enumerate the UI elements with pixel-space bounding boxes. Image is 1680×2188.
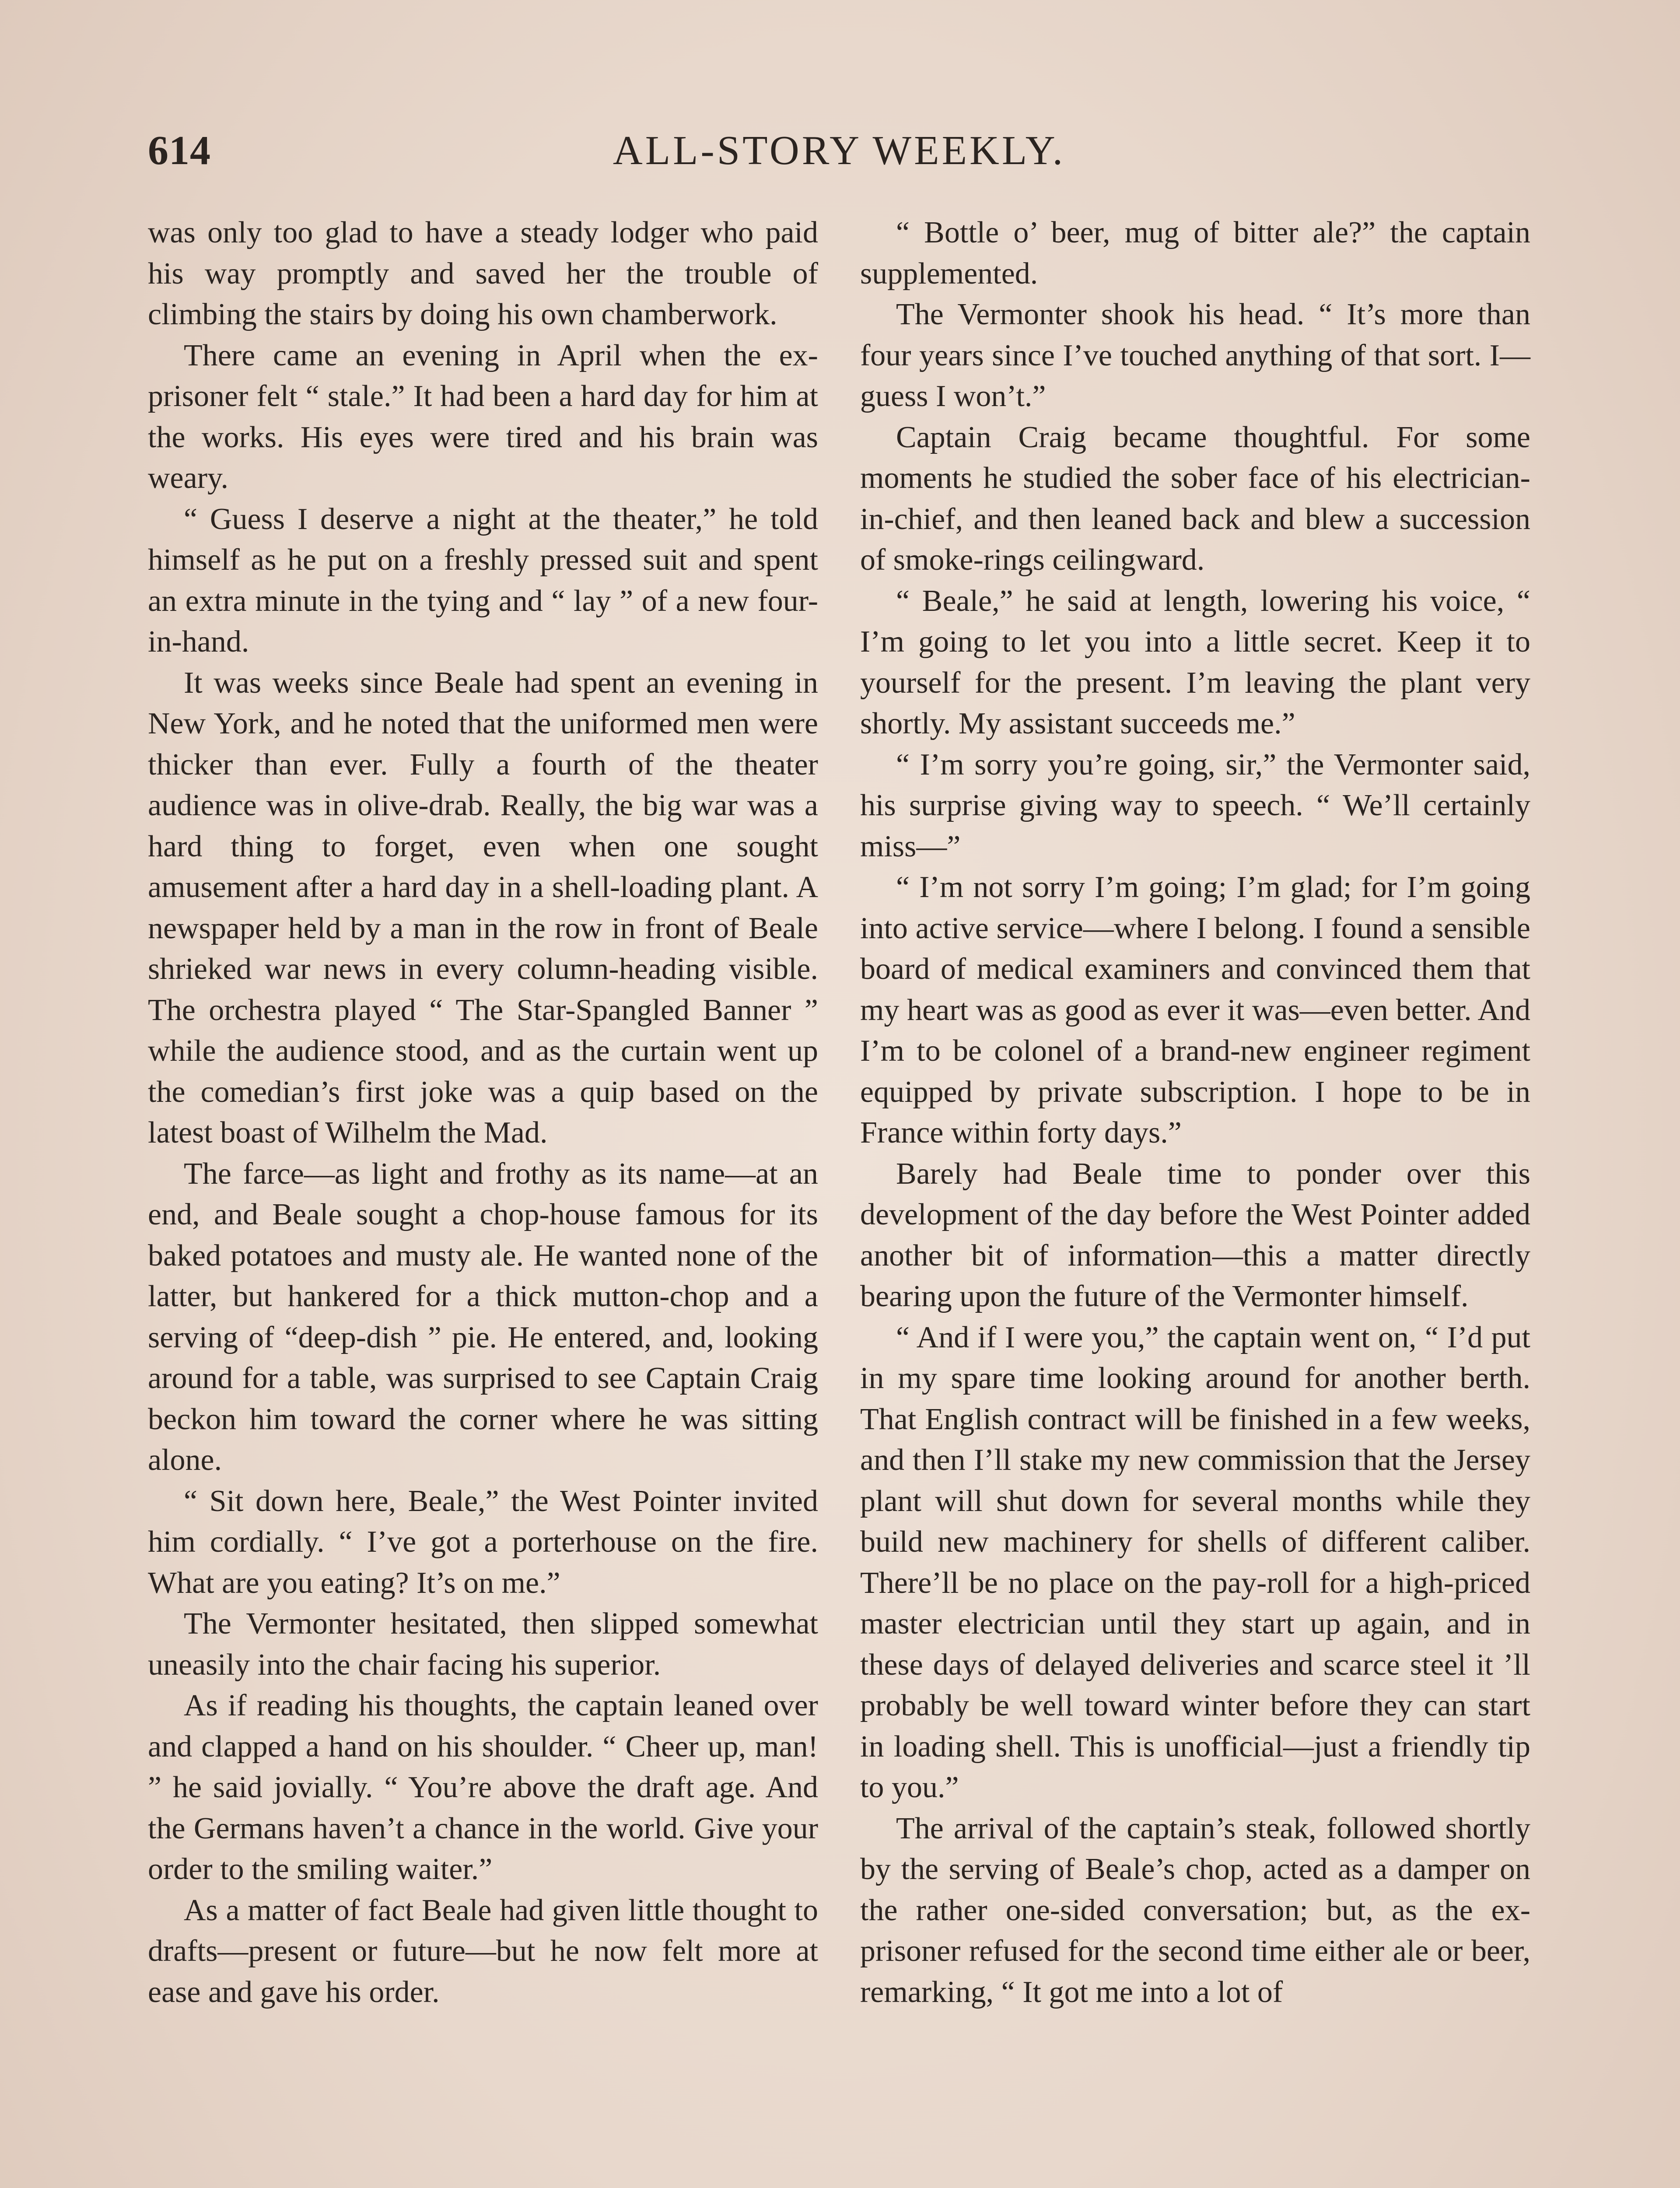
paragraph: Captain Craig became thoughtful. For some moments he studied the sober face of his electrician-in-chief, and then leaned back and blew a succession of smoke-rings ceilingward. <box>860 420 1530 577</box>
paragraph: “ Beale,” he said at length, lowering his voice, “ I’m going to let you into a little secret. Keep it to yourself for the present. I’m leaving the plant very shortly. My assistant succeeds me.” <box>860 584 1530 740</box>
paragraph: was only too glad to have a steady lodger who paid his way promptly and saved her the trouble of climbing the stairs by doing his own chamberwork. <box>148 216 818 331</box>
paragraph: As a matter of fact Beale had given little thought to drafts—present or future—but he now felt more at ease and gave his order. <box>148 1893 818 2009</box>
paragraph: “ Sit down here, Beale,” the West Pointer invited him cordially. “ I’ve got a porterhouse on the fire. What are you eating? It’s on me.” <box>148 1484 818 1600</box>
paragraph: There came an evening in April when the ex-prisoner felt “ stale.” It had been a hard day for him at the works. His eyes were tired and his brain was weary. <box>148 338 818 495</box>
paragraph: The Vermonter hesitated, then slipped somewhat uneasily into the chair facing his superior. <box>148 1607 818 1682</box>
paragraph: “ And if I were you,” the captain went on, “ I’d put in my spare time looking around for another berth. That English contract will be finished in a few weeks, and then I’ll stake my new commission that the Jersey plant will shut down for several months while they build new machinery for shells of different caliber. There’ll be no place on the pay-roll for a high-priced master electrician until they start up again, and in these days of delayed deliveries and scarce steel it ’ll probably be well toward winter before they can start in loading shell. This is unofficial—just a friendly tip to you.” <box>860 1320 1530 1804</box>
right-column <box>860 212 1530 2013</box>
running-header <box>139 127 1539 184</box>
paragraph: As if reading his thoughts, the captain leaned over and clapped a hand on his shoulder. “ Cheer up, man! ” he said jovially. “ You’re above the draft age. And the Germans haven’t a chance in the world. Give your order to the smiling waiter.” <box>148 1689 818 1886</box>
magazine-title: ALL-STORY WEEKLY. <box>612 128 1066 173</box>
paragraph: The farce—as light and frothy as its name—at an end, and Beale sought a chop-house famous for its baked potatoes and musty ale. He wanted none of the latter, but hankered for a thick mutton-chop and a serving of “deep-dish ” pie. He entered, and, looking around for a table, was surprised to see Captain Craig beckon him toward the corner where he was sitting alone. <box>148 1157 818 1477</box>
paragraph: “ I’m not sorry I’m going; I’m glad; for I’m going into active service—where I belong. I found a sensible board of medical examiners and convinced them that my heart was as good as ever it was—even better. And I’m to be colonel of a brand-new engineer regiment equipped by private subscription. I hope to be in France within forty days.” <box>860 870 1530 1150</box>
paragraph: “ Guess I deserve a night at the theater,” he told himself as he put on a freshly pressed suit and spent an extra minute in the tying and “ lay ” of a new four-in-hand. <box>148 502 818 659</box>
paragraph: The arrival of the captain’s steak, followed shortly by the serving of Beale’s chop, acted as a damper on the rather one-sided conversation; but, as the ex-prisoner refused for the second time either ale or beer, remarking, “ It got me into a lot of <box>860 1811 1530 2009</box>
paragraph: It was weeks since Beale had spent an evening in New York, and he noted that the uniformed men were thicker than ever. Fully a fourth of the theater audience was in olive-drab. Really, the big war was a hard thing to forget, even when one sought amusement after a hard day in a shell-loading plant. A newspaper held by a man in the row in front of Beale shrieked war news in every column-heading visible. The orchestra played “ The Star-Spangled Banner ” while the audience stood, and as the curtain went up the comedian’s first joke was a quip based on the latest boast of Wilhelm the Mad. <box>148 666 818 1150</box>
paragraph: “ I’m sorry you’re going, sir,” the Vermonter said, his surprise giving way to speech. “ We’ll certainly miss—” <box>860 747 1530 863</box>
paragraph: “ Bottle o’ beer, mug of bitter ale?” the captain supplemented. <box>860 216 1530 291</box>
page-number: 614 <box>148 128 211 173</box>
paragraph: Barely had Beale time to ponder over this development of the day before the West Pointer added another bit of information—this a matter directly bearing upon the future of the Vermonter himself. <box>860 1157 1530 1313</box>
left-column <box>148 212 818 2013</box>
paragraph: The Vermonter shook his head. “ It’s more than four years since I’ve touched anything of that sort. I—guess I won’t.” <box>860 298 1530 413</box>
